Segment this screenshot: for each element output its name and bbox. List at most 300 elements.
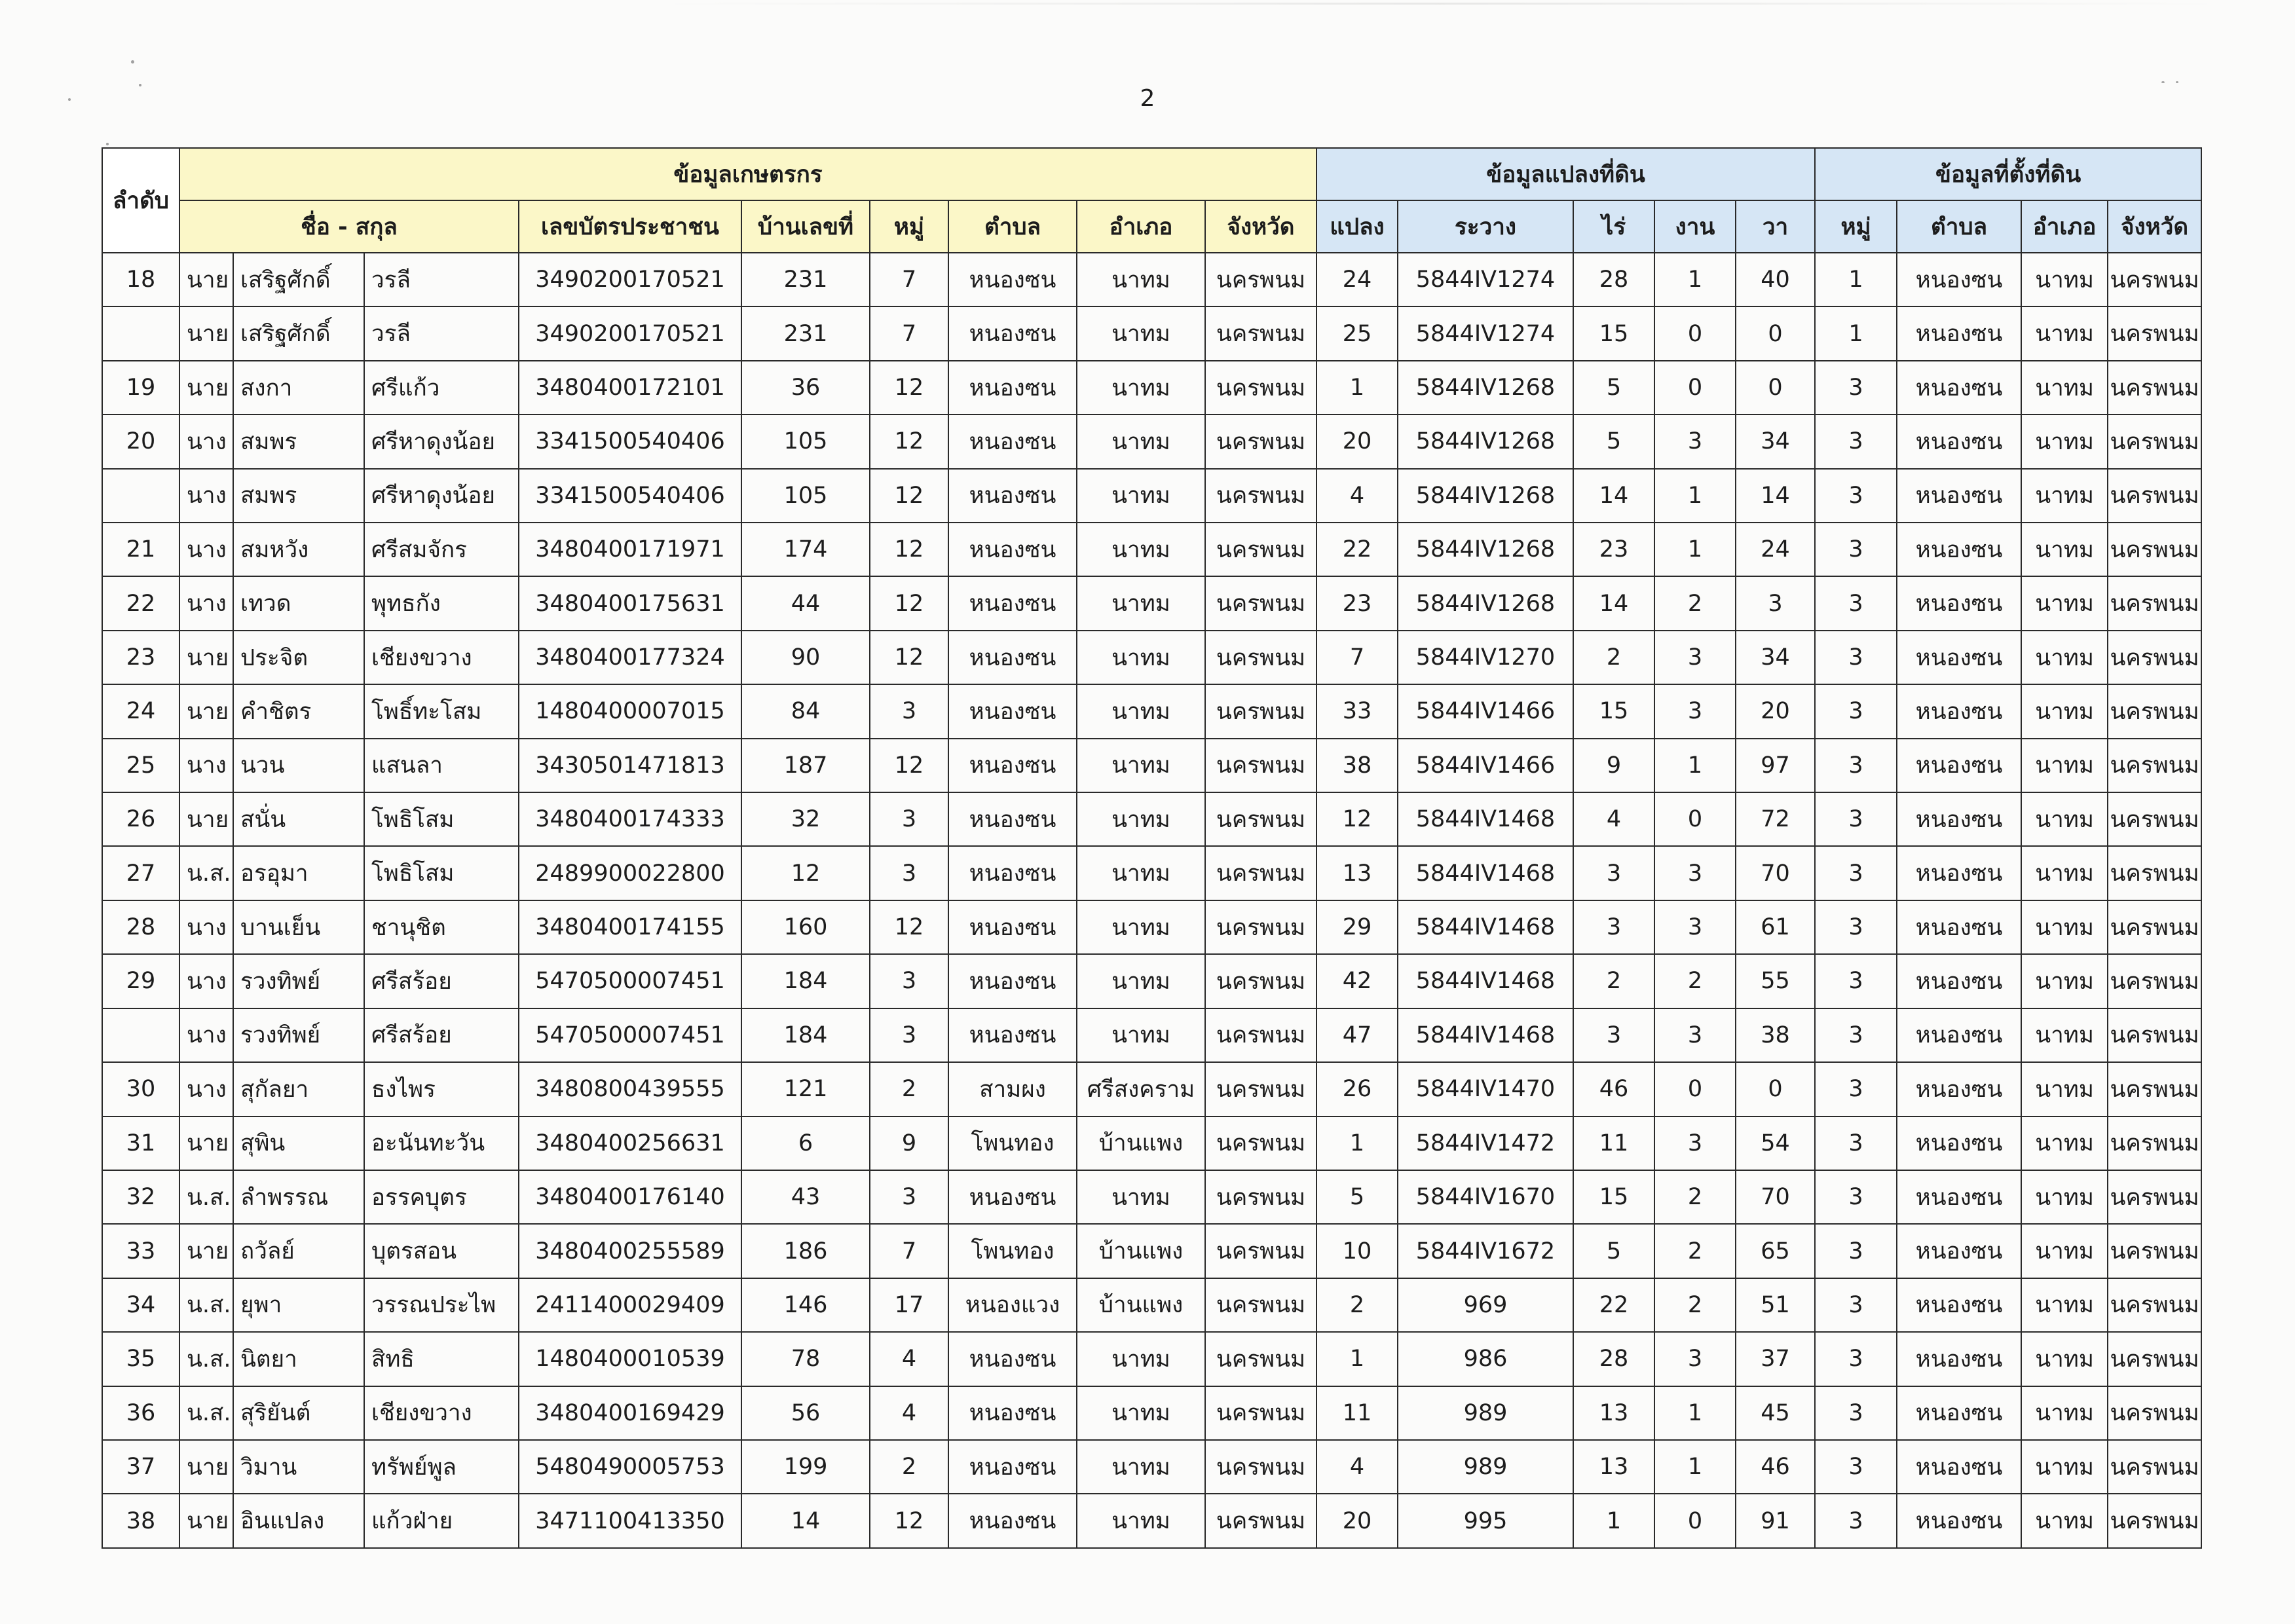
cell-last-name: ศรีสร้อย — [364, 954, 519, 1008]
cell-title: นาย — [179, 792, 233, 846]
cell-parcel: 1 — [1316, 1332, 1398, 1386]
cell-location-amphoe: นาทม — [2021, 1440, 2108, 1494]
cell-location-moo: 3 — [1815, 523, 1897, 576]
cell-moo: 17 — [870, 1278, 948, 1332]
cell-first-name: สมพร — [233, 469, 364, 523]
cell-moo: 2 — [870, 1440, 948, 1494]
cell-parcel: 11 — [1316, 1386, 1398, 1440]
cell-wa: 0 — [1736, 361, 1815, 415]
cell-location-province: นครพนม — [2108, 253, 2201, 306]
cell-title: นาย — [179, 306, 233, 360]
cell-id-card: 3480400176140 — [519, 1170, 741, 1224]
cell-house-no: 12 — [741, 846, 870, 900]
table-row — [102, 1332, 2201, 1386]
cell-title: นาง — [179, 954, 233, 1008]
cell-order: 38 — [102, 1494, 179, 1548]
cell-location-amphoe: นาทม — [2021, 1386, 2108, 1440]
cell-first-name: สุริยันต์ — [233, 1386, 364, 1440]
cell-sheet: 5844IV1468 — [1398, 900, 1573, 954]
cell-location-amphoe: นาทม — [2021, 631, 2108, 684]
cell-wa: 97 — [1736, 739, 1815, 792]
cell-order — [102, 1008, 179, 1062]
header-location-moo: หมู่ — [1815, 200, 1897, 253]
cell-rai: 5 — [1573, 415, 1654, 468]
cell-sheet: 5844IV1670 — [1398, 1170, 1573, 1224]
cell-first-name: เทวด — [233, 576, 364, 630]
cell-wa: 72 — [1736, 792, 1815, 846]
cell-tambon: หนองซน — [948, 1008, 1077, 1062]
cell-first-name: สุพิน — [233, 1116, 364, 1170]
cell-house-no: 105 — [741, 415, 870, 468]
cell-parcel: 1 — [1316, 361, 1398, 415]
cell-id-card: 2411400029409 — [519, 1278, 741, 1332]
scan-artifact-line — [655, 3, 2227, 5]
cell-amphoe: ศรีสงคราม — [1077, 1062, 1205, 1116]
cell-order: 29 — [102, 954, 179, 1008]
cell-id-card: 3480400177324 — [519, 631, 741, 684]
cell-first-name: บานเย็น — [233, 900, 364, 954]
cell-rai: 23 — [1573, 523, 1654, 576]
cell-location-moo: 3 — [1815, 576, 1897, 630]
cell-amphoe: นาทม — [1077, 469, 1205, 523]
cell-amphoe: นาทม — [1077, 1170, 1205, 1224]
table-row — [102, 900, 2201, 954]
cell-first-name: นวน — [233, 739, 364, 792]
cell-location-tambon: หนองซน — [1897, 739, 2021, 792]
cell-amphoe: นาทม — [1077, 576, 1205, 630]
table-body — [102, 253, 2201, 1548]
cell-location-province: นครพนม — [2108, 684, 2201, 738]
cell-last-name: เชียงขวาง — [364, 1386, 519, 1440]
cell-rai: 3 — [1573, 900, 1654, 954]
cell-location-province: นครพนม — [2108, 1386, 2201, 1440]
cell-id-card: 3490200170521 — [519, 253, 741, 306]
cell-wa: 51 — [1736, 1278, 1815, 1332]
cell-location-moo: 3 — [1815, 846, 1897, 900]
cell-rai: 22 — [1573, 1278, 1654, 1332]
cell-amphoe: นาทม — [1077, 1332, 1205, 1386]
cell-province: นครพนม — [1205, 1170, 1316, 1224]
cell-location-moo: 3 — [1815, 1440, 1897, 1494]
cell-order: 22 — [102, 576, 179, 630]
cell-first-name: เสริฐศักดิ์ — [233, 253, 364, 306]
cell-order: 37 — [102, 1440, 179, 1494]
cell-house-no: 44 — [741, 576, 870, 630]
header-house-no: บ้านเลขที่ — [741, 200, 870, 253]
cell-location-moo: 3 — [1815, 1332, 1897, 1386]
cell-parcel: 24 — [1316, 253, 1398, 306]
cell-moo: 12 — [870, 523, 948, 576]
cell-rai: 28 — [1573, 253, 1654, 306]
cell-moo: 3 — [870, 684, 948, 738]
cell-order: 31 — [102, 1116, 179, 1170]
header-id-card: เลขบัตรประชาชน — [519, 200, 741, 253]
cell-wa: 0 — [1736, 1062, 1815, 1116]
cell-location-amphoe: นาทม — [2021, 739, 2108, 792]
cell-province: นครพนม — [1205, 1116, 1316, 1170]
cell-sheet: 5844IV1268 — [1398, 576, 1573, 630]
cell-id-card: 5470500007451 — [519, 954, 741, 1008]
cell-location-moo: 3 — [1815, 631, 1897, 684]
cell-title: นาง — [179, 900, 233, 954]
cell-location-moo: 3 — [1815, 1116, 1897, 1170]
table-row — [102, 253, 2201, 306]
cell-title: น.ส. — [179, 846, 233, 900]
cell-rai: 14 — [1573, 469, 1654, 523]
cell-first-name: ยุพา — [233, 1278, 364, 1332]
cell-moo: 2 — [870, 1062, 948, 1116]
cell-title: นาย — [179, 1440, 233, 1494]
cell-location-province: นครพนม — [2108, 1008, 2201, 1062]
cell-wa: 70 — [1736, 846, 1815, 900]
cell-parcel: 20 — [1316, 1494, 1398, 1548]
cell-moo: 4 — [870, 1386, 948, 1440]
cell-location-amphoe: นาทม — [2021, 1494, 2108, 1548]
cell-id-card: 5480490005753 — [519, 1440, 741, 1494]
table-row — [102, 1494, 2201, 1548]
cell-tambon: โพนทอง — [948, 1116, 1077, 1170]
cell-title: นาย — [179, 253, 233, 306]
cell-parcel: 12 — [1316, 792, 1398, 846]
cell-last-name: บุตรสอน — [364, 1224, 519, 1278]
cell-amphoe: นาทม — [1077, 1440, 1205, 1494]
cell-title: นาง — [179, 576, 233, 630]
cell-house-no: 160 — [741, 900, 870, 954]
header-order: ลำดับ — [102, 148, 179, 253]
table-row — [102, 1062, 2201, 1116]
cell-amphoe: นาทม — [1077, 1386, 1205, 1440]
cell-tambon: หนองซน — [948, 1170, 1077, 1224]
cell-ngan: 0 — [1654, 306, 1736, 360]
cell-tambon: หนองซน — [948, 954, 1077, 1008]
cell-parcel: 26 — [1316, 1062, 1398, 1116]
cell-location-amphoe: นาทม — [2021, 306, 2108, 360]
cell-ngan: 1 — [1654, 1386, 1736, 1440]
cell-province: นครพนม — [1205, 576, 1316, 630]
cell-amphoe: บ้านแพง — [1077, 1224, 1205, 1278]
table-row — [102, 684, 2201, 738]
cell-ngan: 3 — [1654, 684, 1736, 738]
cell-tambon: หนองซน — [948, 739, 1077, 792]
cell-tambon: หนองซน — [948, 361, 1077, 415]
cell-sheet: 5844IV1268 — [1398, 523, 1573, 576]
table-row — [102, 1386, 2201, 1440]
cell-ngan: 0 — [1654, 361, 1736, 415]
farmer-land-table — [102, 147, 2202, 1549]
cell-rai: 3 — [1573, 846, 1654, 900]
cell-order: 33 — [102, 1224, 179, 1278]
cell-sheet: 5844IV1468 — [1398, 1008, 1573, 1062]
cell-id-card: 3480400256631 — [519, 1116, 741, 1170]
cell-title: นาย — [179, 1494, 233, 1548]
cell-title: น.ส. — [179, 1332, 233, 1386]
cell-last-name: ศรีสร้อย — [364, 1008, 519, 1062]
cell-moo: 12 — [870, 631, 948, 684]
cell-house-no: 105 — [741, 469, 870, 523]
table-row — [102, 523, 2201, 576]
cell-wa: 46 — [1736, 1440, 1815, 1494]
cell-rai: 3 — [1573, 1008, 1654, 1062]
scan-speck — [2161, 81, 2165, 83]
cell-sheet: 5844IV1672 — [1398, 1224, 1573, 1278]
cell-ngan: 0 — [1654, 1062, 1736, 1116]
cell-location-province: นครพนม — [2108, 1224, 2201, 1278]
cell-title: นาง — [179, 1062, 233, 1116]
cell-tambon: หนองซน — [948, 684, 1077, 738]
header-name: ชื่อ - สกุล — [179, 200, 519, 253]
cell-title: น.ส. — [179, 1170, 233, 1224]
cell-location-amphoe: นาทม — [2021, 1008, 2108, 1062]
cell-province: นครพนม — [1205, 846, 1316, 900]
header-parcel-group: ข้อมูลแปลงที่ดิน — [1316, 148, 1815, 200]
cell-province: นครพนม — [1205, 1332, 1316, 1386]
cell-rai: 1 — [1573, 1494, 1654, 1548]
cell-location-tambon: หนองซน — [1897, 523, 2021, 576]
cell-ngan: 1 — [1654, 469, 1736, 523]
cell-amphoe: นาทม — [1077, 523, 1205, 576]
cell-wa: 61 — [1736, 900, 1815, 954]
cell-location-tambon: หนองซน — [1897, 954, 2021, 1008]
cell-moo: 9 — [870, 1116, 948, 1170]
cell-parcel: 13 — [1316, 846, 1398, 900]
cell-location-moo: 3 — [1815, 415, 1897, 468]
cell-id-card: 5470500007451 — [519, 1008, 741, 1062]
cell-ngan: 2 — [1654, 576, 1736, 630]
cell-order: 28 — [102, 900, 179, 954]
cell-tambon: หนองซน — [948, 253, 1077, 306]
cell-tambon: หนองซน — [948, 469, 1077, 523]
cell-province: นครพนม — [1205, 523, 1316, 576]
header-ngan: งาน — [1654, 200, 1736, 253]
cell-location-province: นครพนม — [2108, 631, 2201, 684]
cell-rai: 5 — [1573, 1224, 1654, 1278]
cell-order: 19 — [102, 361, 179, 415]
cell-province: นครพนม — [1205, 361, 1316, 415]
cell-first-name: สมพร — [233, 415, 364, 468]
cell-location-tambon: หนองซน — [1897, 1494, 2021, 1548]
cell-location-province: นครพนม — [2108, 361, 2201, 415]
cell-moo: 3 — [870, 792, 948, 846]
table-row — [102, 792, 2201, 846]
header-location-tambon: ตำบล — [1897, 200, 2021, 253]
cell-id-card: 3480400174155 — [519, 900, 741, 954]
cell-last-name: สิทธิ — [364, 1332, 519, 1386]
cell-province: นครพนม — [1205, 469, 1316, 523]
cell-last-name: ทรัพย์พูล — [364, 1440, 519, 1494]
cell-id-card: 3471100413350 — [519, 1494, 741, 1548]
cell-parcel: 5 — [1316, 1170, 1398, 1224]
cell-location-amphoe: นาทม — [2021, 1170, 2108, 1224]
cell-amphoe: นาทม — [1077, 900, 1205, 954]
cell-location-tambon: หนองซน — [1897, 576, 2021, 630]
cell-id-card: 3480400255589 — [519, 1224, 741, 1278]
cell-wa: 24 — [1736, 523, 1815, 576]
cell-location-tambon: หนองซน — [1897, 631, 2021, 684]
cell-moo: 12 — [870, 361, 948, 415]
cell-wa: 34 — [1736, 415, 1815, 468]
cell-location-tambon: หนองซน — [1897, 1332, 2021, 1386]
cell-order: 23 — [102, 631, 179, 684]
cell-tambon: หนองซน — [948, 306, 1077, 360]
cell-wa: 65 — [1736, 1224, 1815, 1278]
cell-ngan: 3 — [1654, 846, 1736, 900]
cell-tambon: หนองซน — [948, 415, 1077, 468]
cell-sheet: 5844IV1468 — [1398, 792, 1573, 846]
cell-location-moo: 3 — [1815, 900, 1897, 954]
cell-province: นครพนม — [1205, 631, 1316, 684]
cell-province: นครพนม — [1205, 900, 1316, 954]
cell-location-amphoe: นาทม — [2021, 469, 2108, 523]
cell-ngan: 3 — [1654, 1008, 1736, 1062]
cell-id-card: 3341500540406 — [519, 415, 741, 468]
cell-tambon: หนองซน — [948, 1494, 1077, 1548]
cell-house-no: 184 — [741, 954, 870, 1008]
cell-sheet: 989 — [1398, 1440, 1573, 1494]
cell-last-name: ศรีแก้ว — [364, 361, 519, 415]
cell-title: นาง — [179, 739, 233, 792]
cell-sheet: 5844IV1268 — [1398, 361, 1573, 415]
cell-wa: 45 — [1736, 1386, 1815, 1440]
cell-moo: 12 — [870, 415, 948, 468]
cell-ngan: 0 — [1654, 792, 1736, 846]
header-location-amphoe: อำเภอ — [2021, 200, 2108, 253]
cell-title: นาย — [179, 1224, 233, 1278]
table-row — [102, 361, 2201, 415]
cell-location-tambon: หนองซน — [1897, 900, 2021, 954]
cell-province: นครพนม — [1205, 739, 1316, 792]
cell-last-name: เชียงขวาง — [364, 631, 519, 684]
cell-location-tambon: หนองซน — [1897, 684, 2021, 738]
cell-sheet: 969 — [1398, 1278, 1573, 1332]
cell-house-no: 36 — [741, 361, 870, 415]
table-row — [102, 631, 2201, 684]
cell-sheet: 5844IV1270 — [1398, 631, 1573, 684]
cell-rai: 4 — [1573, 792, 1654, 846]
cell-location-province: นครพนม — [2108, 900, 2201, 954]
cell-location-province: นครพนม — [2108, 792, 2201, 846]
cell-sheet: 5844IV1468 — [1398, 954, 1573, 1008]
cell-order: 24 — [102, 684, 179, 738]
cell-id-card: 3430501471813 — [519, 739, 741, 792]
cell-moo: 12 — [870, 576, 948, 630]
header-row-groups — [102, 148, 2201, 200]
cell-rai: 15 — [1573, 684, 1654, 738]
cell-location-tambon: หนองซน — [1897, 1116, 2021, 1170]
table-row — [102, 1170, 2201, 1224]
cell-parcel: 38 — [1316, 739, 1398, 792]
cell-first-name: ประจิต — [233, 631, 364, 684]
table-row — [102, 469, 2201, 523]
header-location-province: จังหวัด — [2108, 200, 2201, 253]
cell-amphoe: นาทม — [1077, 792, 1205, 846]
cell-province: นครพนม — [1205, 1062, 1316, 1116]
cell-id-card: 3480800439555 — [519, 1062, 741, 1116]
cell-ngan: 1 — [1654, 523, 1736, 576]
cell-rai: 13 — [1573, 1440, 1654, 1494]
cell-title: น.ส. — [179, 1386, 233, 1440]
cell-first-name: สมหวัง — [233, 523, 364, 576]
cell-location-tambon: หนองซน — [1897, 306, 2021, 360]
scan-speck — [2176, 81, 2178, 83]
cell-rai: 2 — [1573, 631, 1654, 684]
cell-house-no: 231 — [741, 306, 870, 360]
cell-location-moo: 3 — [1815, 1170, 1897, 1224]
cell-parcel: 20 — [1316, 415, 1398, 468]
cell-order: 30 — [102, 1062, 179, 1116]
cell-moo: 4 — [870, 1332, 948, 1386]
cell-order: 34 — [102, 1278, 179, 1332]
scan-speck — [106, 143, 109, 145]
cell-location-province: นครพนม — [2108, 415, 2201, 468]
cell-location-amphoe: นาทม — [2021, 523, 2108, 576]
cell-sheet: 986 — [1398, 1332, 1573, 1386]
cell-location-moo: 3 — [1815, 954, 1897, 1008]
cell-id-card: 3490200170521 — [519, 306, 741, 360]
cell-location-province: นครพนม — [2108, 1332, 2201, 1386]
cell-order: 21 — [102, 523, 179, 576]
cell-amphoe: นาทม — [1077, 739, 1205, 792]
cell-parcel: 23 — [1316, 576, 1398, 630]
cell-parcel: 42 — [1316, 954, 1398, 1008]
cell-house-no: 6 — [741, 1116, 870, 1170]
cell-parcel: 47 — [1316, 1008, 1398, 1062]
cell-moo: 12 — [870, 739, 948, 792]
cell-order: 32 — [102, 1170, 179, 1224]
cell-last-name: แสนลา — [364, 739, 519, 792]
cell-location-tambon: หนองซน — [1897, 1440, 2021, 1494]
cell-last-name: โพธิ์ทะโสม — [364, 684, 519, 738]
cell-last-name: โพธิโสม — [364, 792, 519, 846]
header-parcel: แปลง — [1316, 200, 1398, 253]
cell-sheet: 5844IV1466 — [1398, 684, 1573, 738]
cell-last-name: แก้วฝ่าย — [364, 1494, 519, 1548]
cell-location-province: นครพนม — [2108, 1062, 2201, 1116]
cell-province: นครพนม — [1205, 684, 1316, 738]
cell-location-moo: 3 — [1815, 1062, 1897, 1116]
header-farmer-group: ข้อมูลเกษตรกร — [179, 148, 1316, 200]
cell-tambon: หนองซน — [948, 576, 1077, 630]
cell-ngan: 2 — [1654, 1278, 1736, 1332]
cell-location-amphoe: นาทม — [2021, 576, 2108, 630]
header-amphoe: อำเภอ — [1077, 200, 1205, 253]
cell-parcel: 4 — [1316, 1440, 1398, 1494]
cell-location-tambon: หนองซน — [1897, 1386, 2021, 1440]
cell-location-amphoe: นาทม — [2021, 684, 2108, 738]
cell-location-amphoe: นาทม — [2021, 361, 2108, 415]
cell-amphoe: นาทม — [1077, 361, 1205, 415]
cell-title: นาย — [179, 1116, 233, 1170]
cell-order: 26 — [102, 792, 179, 846]
cell-location-province: นครพนม — [2108, 1170, 2201, 1224]
cell-title: นาย — [179, 361, 233, 415]
cell-parcel: 29 — [1316, 900, 1398, 954]
cell-location-province: นครพนม — [2108, 846, 2201, 900]
header-tambon: ตำบล — [948, 200, 1077, 253]
header-moo: หมู่ — [870, 200, 948, 253]
cell-parcel: 7 — [1316, 631, 1398, 684]
header-rai: ไร่ — [1573, 200, 1654, 253]
cell-wa: 14 — [1736, 469, 1815, 523]
cell-location-amphoe: นาทม — [2021, 900, 2108, 954]
cell-order — [102, 306, 179, 360]
cell-rai: 28 — [1573, 1332, 1654, 1386]
cell-sheet: 5844IV1466 — [1398, 739, 1573, 792]
table-row — [102, 954, 2201, 1008]
cell-order: 27 — [102, 846, 179, 900]
cell-parcel: 33 — [1316, 684, 1398, 738]
cell-location-tambon: หนองซน — [1897, 1278, 2021, 1332]
cell-amphoe: นาทม — [1077, 306, 1205, 360]
